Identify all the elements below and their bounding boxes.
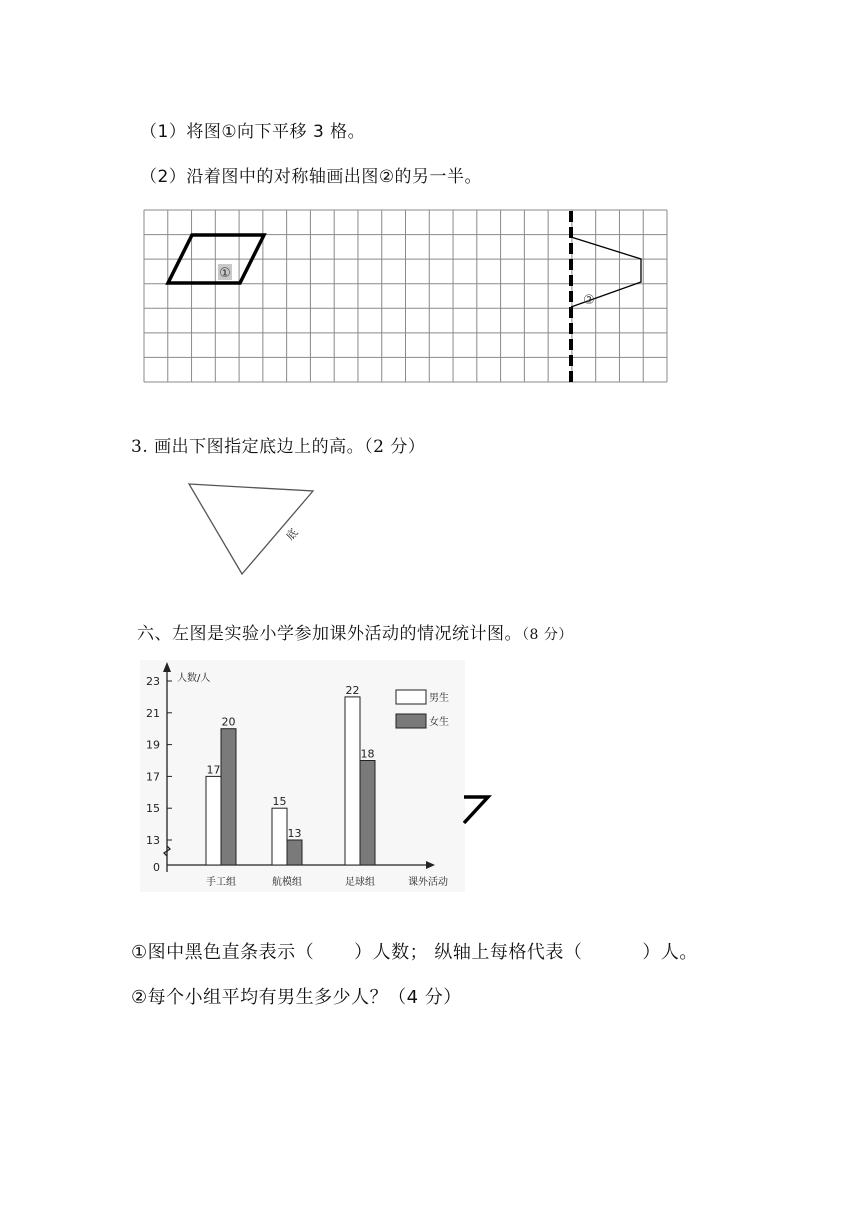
section-6-score: （8 分）	[522, 627, 573, 643]
instruction-2: （2）沿着图中的对称轴画出图②的另一半。	[140, 167, 483, 187]
section-6-title	[137, 619, 573, 644]
question-a	[131, 938, 698, 964]
instruction-1: （1）将图①向下平移 3 格。	[140, 122, 366, 142]
legend-label: 女生	[429, 717, 449, 728]
y-tick-label: 17	[146, 770, 160, 784]
question-b: ②每个小组平均有男生多少人？（4 分）	[131, 987, 462, 1008]
bar-女生	[360, 761, 375, 866]
base-label: 底	[283, 526, 301, 544]
y-tick-label: 21	[146, 706, 160, 720]
triangle-figure	[180, 475, 325, 585]
y-tick-label: 15	[146, 802, 160, 816]
bar-男生	[206, 776, 221, 865]
bar-value-label: 13	[287, 827, 302, 840]
figure-2-label: ②	[583, 293, 595, 308]
bar-value-label: 22	[345, 683, 360, 697]
bar-value-label: 18	[360, 747, 375, 761]
bar-value-label: 17	[206, 763, 221, 777]
bar-chart	[140, 660, 465, 892]
chart-xlabel: 课外活动	[408, 877, 448, 888]
chart-xlabels	[206, 875, 375, 888]
y-tick-label: 13	[146, 834, 160, 847]
legend-swatch	[396, 690, 426, 704]
bar-男生	[272, 808, 287, 865]
y-tick-label: 19	[146, 738, 160, 752]
grid-figure	[143, 209, 669, 384]
question-a-part2: ）人数； 纵轴上每格代表（	[354, 942, 583, 963]
bar-value-label: 15	[272, 795, 287, 809]
section-6-text: 六、左图是实验小学参加课外活动的情况统计图。	[137, 624, 522, 644]
bar-女生	[287, 840, 302, 865]
y-tick-label: 0	[153, 861, 160, 874]
x-category-label: 航模组	[272, 877, 302, 888]
bar-男生	[345, 697, 360, 865]
trapezoid-half-shape	[571, 237, 641, 307]
x-category-label: 手工组	[206, 877, 236, 888]
bar-value-label: 20	[221, 715, 236, 729]
legend-label: 男生	[429, 693, 449, 704]
question-3: 3. 画出下图指定底边上的高。（2 分）	[131, 437, 426, 457]
chart-ylabel: 人数/人	[177, 673, 211, 684]
stray-mark	[458, 793, 494, 829]
legend-swatch	[396, 714, 426, 728]
triangle-shape	[189, 484, 313, 574]
figure-1-label: ①	[219, 266, 231, 281]
question-a-part1: ①图中黑色直条表示（	[131, 942, 315, 963]
trapezoid-half-2	[571, 237, 643, 307]
x-category-label: 足球组	[345, 877, 375, 888]
question-a-part3: ）人。	[642, 942, 698, 963]
bar-女生	[221, 729, 236, 865]
y-tick-label: 23	[146, 675, 160, 688]
